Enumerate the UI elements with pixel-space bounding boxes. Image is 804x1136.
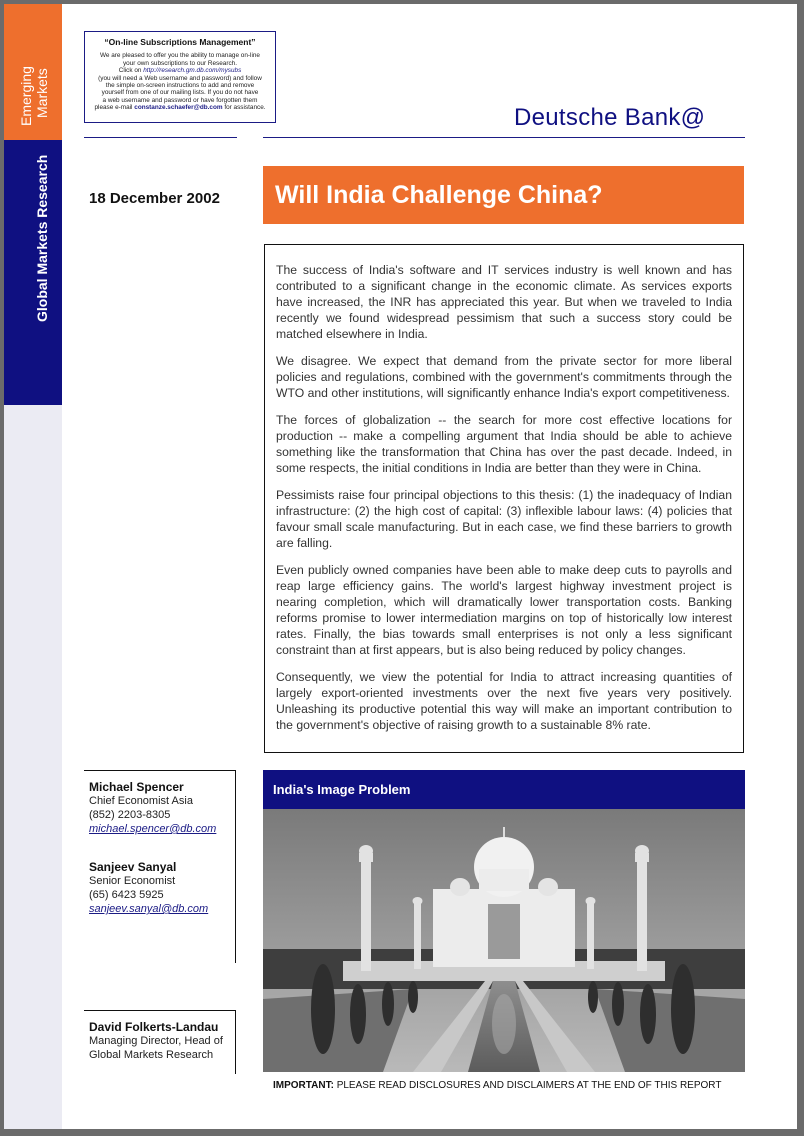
subscriptions-title: “On-line Subscriptions Management” <box>104 37 256 47</box>
summary-box <box>264 244 744 753</box>
summary-paragraph: Consequently, we view the potential for India to attract increasing quantities of largely export-oriented investments over the next five years very positively. Unleashing its productive potential this way will make an important contribution to the government's objective of raising growth to a sustainable 8% rate. <box>276 670 732 732</box>
subs-line <box>89 104 271 111</box>
author-name: David Folkerts-Landau <box>89 1020 219 1034</box>
author-name: Sanjeev Sanyal <box>89 860 177 874</box>
summary-paragraph: The success of India's software and IT services industry is well known and has contributed to a significant change in the economic climate. As services exports have increased, the INR has appreciated this year. But when we traveled to India recently we found widespread pessimism that such a success story could be matched elsewhere in India. <box>276 263 732 341</box>
important-text: PLEASE READ DISCLOSURES AND DISCLAIMERS AT THE END OF THIS REPORT <box>333 1080 722 1091</box>
left-header-rule <box>84 137 237 138</box>
authors-bracket <box>235 770 236 963</box>
author-phone: (852) 2203-8305 <box>89 809 171 821</box>
subs-line: yourself from one of our mailing lists. If you do not have <box>101 89 259 97</box>
image-panel <box>263 770 745 1072</box>
taj-mahal-photo <box>263 809 745 1072</box>
subscriptions-link[interactable]: http://research.gm.db.com/mysubs <box>143 67 242 75</box>
summary-paragraph: Pessimists raise four principal objections to this thesis: (1) the inadequacy of Indian infrastructure: (2) the high cost of capital: (3) inflexible labour laws: (4) policies that favour small scale manufacturing. But in each case, we find these barriers to growth are falling. <box>276 488 732 550</box>
subs-text: Click on <box>118 67 144 75</box>
summary-paragraph: We disagree. We expect that demand from the private sector for more liberal policies and regulations, combined with the government's commitments through the WTO and other institutions, will significantly enhance India's export competitiveness. <box>276 354 732 400</box>
author-role: Global Markets Research <box>89 1049 214 1061</box>
global-markets-research-tab <box>4 140 62 405</box>
subs-line: (you will need a Web username and password) and follow <box>98 74 262 82</box>
report-page <box>4 4 797 1129</box>
important-label: IMPORTANT: <box>273 1080 334 1091</box>
author-block <box>89 860 208 916</box>
subs-line: a web username and password or have forgotten them <box>102 96 258 104</box>
report-title: Will India Challenge China? <box>275 181 603 209</box>
markets-label: Markets <box>34 68 50 118</box>
author-block <box>89 1020 223 1062</box>
author-block <box>89 780 216 836</box>
author-email-link[interactable]: sanjeev.sanyal@db.com <box>89 903 209 915</box>
dome-drum <box>479 869 529 891</box>
report-date: 18 December 2002 <box>89 190 220 207</box>
subs-text: for assistance. <box>222 104 266 112</box>
dome-reflection <box>492 994 516 1054</box>
author-role: Managing Director, Head of <box>89 1035 223 1047</box>
subs-text: please e-mail <box>94 104 135 112</box>
right-header-rule <box>263 137 745 138</box>
emerging-markets-tab <box>4 4 62 140</box>
author-email-link[interactable]: michael.spencer@db.com <box>89 823 217 835</box>
subs-line: We are pleased to offer you the ability to manage on-line <box>100 52 260 60</box>
subs-line <box>89 67 271 74</box>
global-markets-research-label: Global Markets Research <box>34 154 50 322</box>
deutsche-bank-logo: Deutsche Bank@ <box>514 104 706 131</box>
important-notice <box>273 1080 721 1091</box>
author-name: Michael Spencer <box>89 780 184 794</box>
authors-top-rule <box>84 770 236 771</box>
head-bracket <box>235 1010 236 1074</box>
subs-line: your own subscriptions to our Research. <box>122 59 238 67</box>
side-dome <box>538 878 558 896</box>
assistance-email-link[interactable]: constanze.schaefer@db.com <box>134 104 223 112</box>
subscriptions-box <box>84 31 276 123</box>
subs-line: the simple on-screen instructions to add and remove <box>105 82 255 90</box>
author-role: Chief Economist Asia <box>89 795 193 807</box>
image-title-bar <box>263 770 745 809</box>
side-dome <box>450 878 470 896</box>
author-phone: (65) 6423 5925 <box>89 889 164 901</box>
image-title: India's Image Problem <box>273 782 411 797</box>
head-top-rule <box>84 1010 236 1011</box>
author-role: Senior Economist <box>89 875 176 887</box>
emerging-label: Emerging <box>18 66 34 126</box>
summary-paragraph: The forces of globalization -- the search for more cost effective locations for production -- make a compelling argument that India should be able to achieve something like the transformation that China has over the past decade. Indeed, in some respects, the initial conditions in India are better than they were in China. <box>276 413 732 475</box>
summary-paragraph: Even publicly owned companies have been able to make deep cuts to payrolls and reap large efficiency gains. The world's largest highway investment project is nearing completion, which will dramatically lower transportation costs. Banking reforms promise to lower intermediation margins on top of historically low interest rates. Finally, the bias towards small enterprises is not only a less significant constraint than at first appears, but is also being reduced by policy changes. <box>276 563 732 657</box>
main-arch <box>488 904 520 959</box>
title-bar <box>263 166 744 224</box>
